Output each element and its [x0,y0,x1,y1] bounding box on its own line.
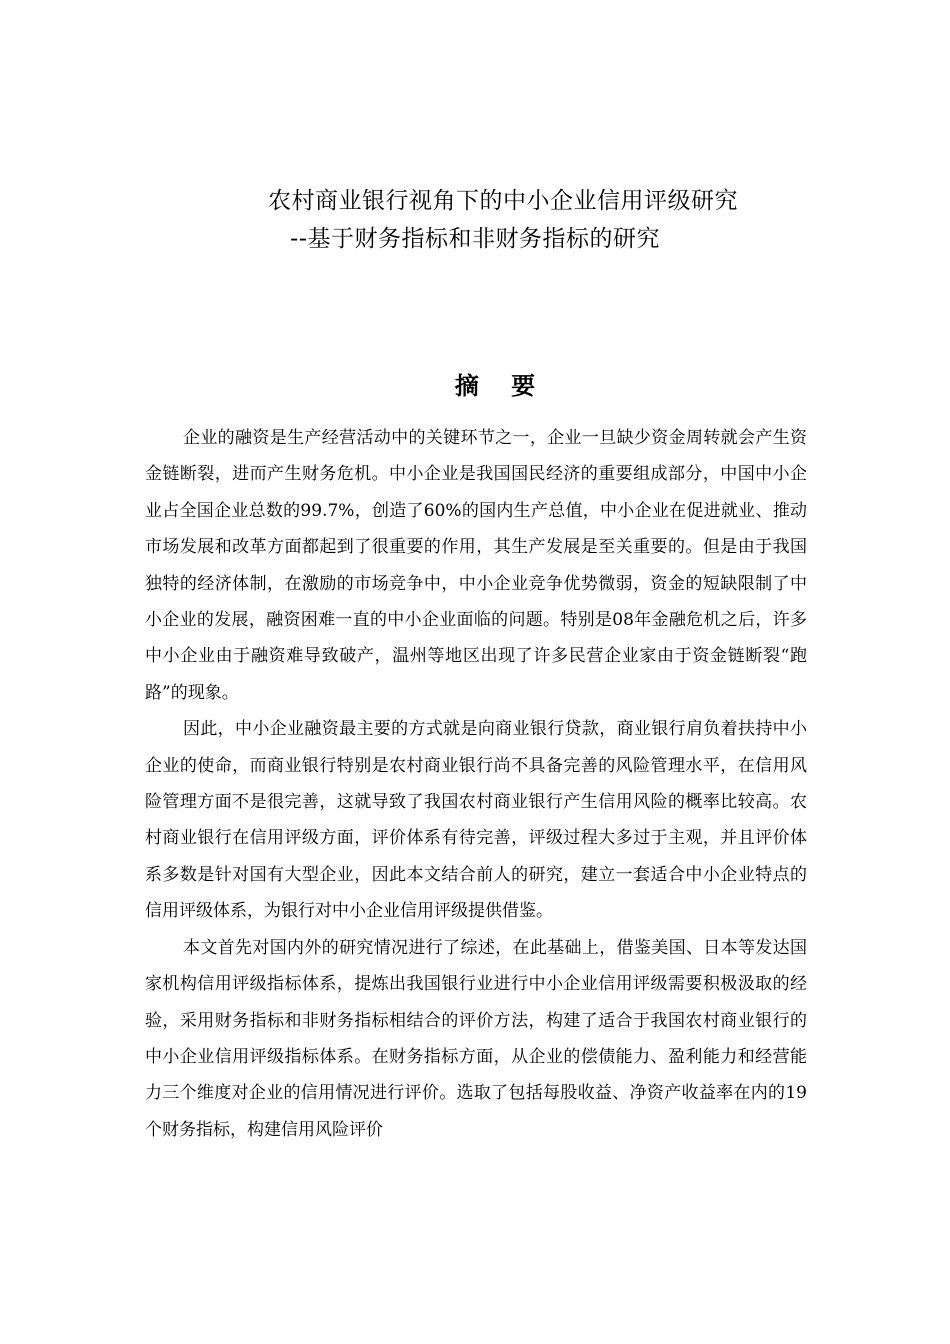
abstract-heading: 摘 要 [454,372,548,400]
abstract-paragraph-3: 本文首先对国内外的研究情况进行了综述，在此基础上，借鉴美国、日本等发达国家机构信用评级指标体系，提炼出我国银行业进行中小企业信用评级需要积极汲取的经验，采用财务指标和非财务指标相结合的评价方法，构建了适合于我国农村商业银行的中小企业信用评级指标体系。在财务指标方面，从企业的偿债能力、盈利能力和经营能力三个维度对企业的信用情况进行评价。选取了包括每股收益、净资产收益率在内的19个财务指标，构建信用风险评价 [145,937,807,1140]
abstract-paragraph-1: 企业的融资是生产经营活动中的关键环节之一，企业一旦缺少资金周转就会产生资金链断裂，进而产生财务危机。中小企业是我国国民经济的重要组成部分，中国中小企业占全国企业总数的99.7%，创造了60%的国内生产总值，中小企业在促进就业、推动市场发展和改革方面都起到了很重要的作用，其生产发展是至关重要的。但是由于我国独特的经济体制，在激励的市场竞争中，中小企业竞争优势微弱，资金的短缺限制了中小企业的发展，融资困难一直的中小企业面临的问题。特别是08年金融危机之后，许多中小企业由于融资难导致破产，温州等地区出现了许多民营企业家由于资金链断裂“跑路”的现象。 [145,428,807,703]
document-subtitle: --基于财务指标和非财务指标的研究 [289,226,661,252]
document-title: 农村商业银行视角下的中小企业信用评级研究 [268,188,738,214]
title-block [0,182,950,258]
abstract-body [145,420,807,1148]
abstract-paragraph-2: 因此，中小企业融资最主要的方式就是向商业银行贷款，商业银行肩负着扶持中小企业的使命，而商业银行特别是农村商业银行尚不具备完善的风险管理水平，在信用风险管理方面不是很完善，这就导致了我国农村商业银行产生信用风险的概率比较高。农村商业银行在信用评级方面，评价体系有待完善，评级过程大多过于主观，并且评价体系多数是针对国有大型企业，因此本文结合前人的研究，建立一套适合中小企业特点的信用评级体系，为银行对中小企业信用评级提供借鉴。 [145,719,807,922]
